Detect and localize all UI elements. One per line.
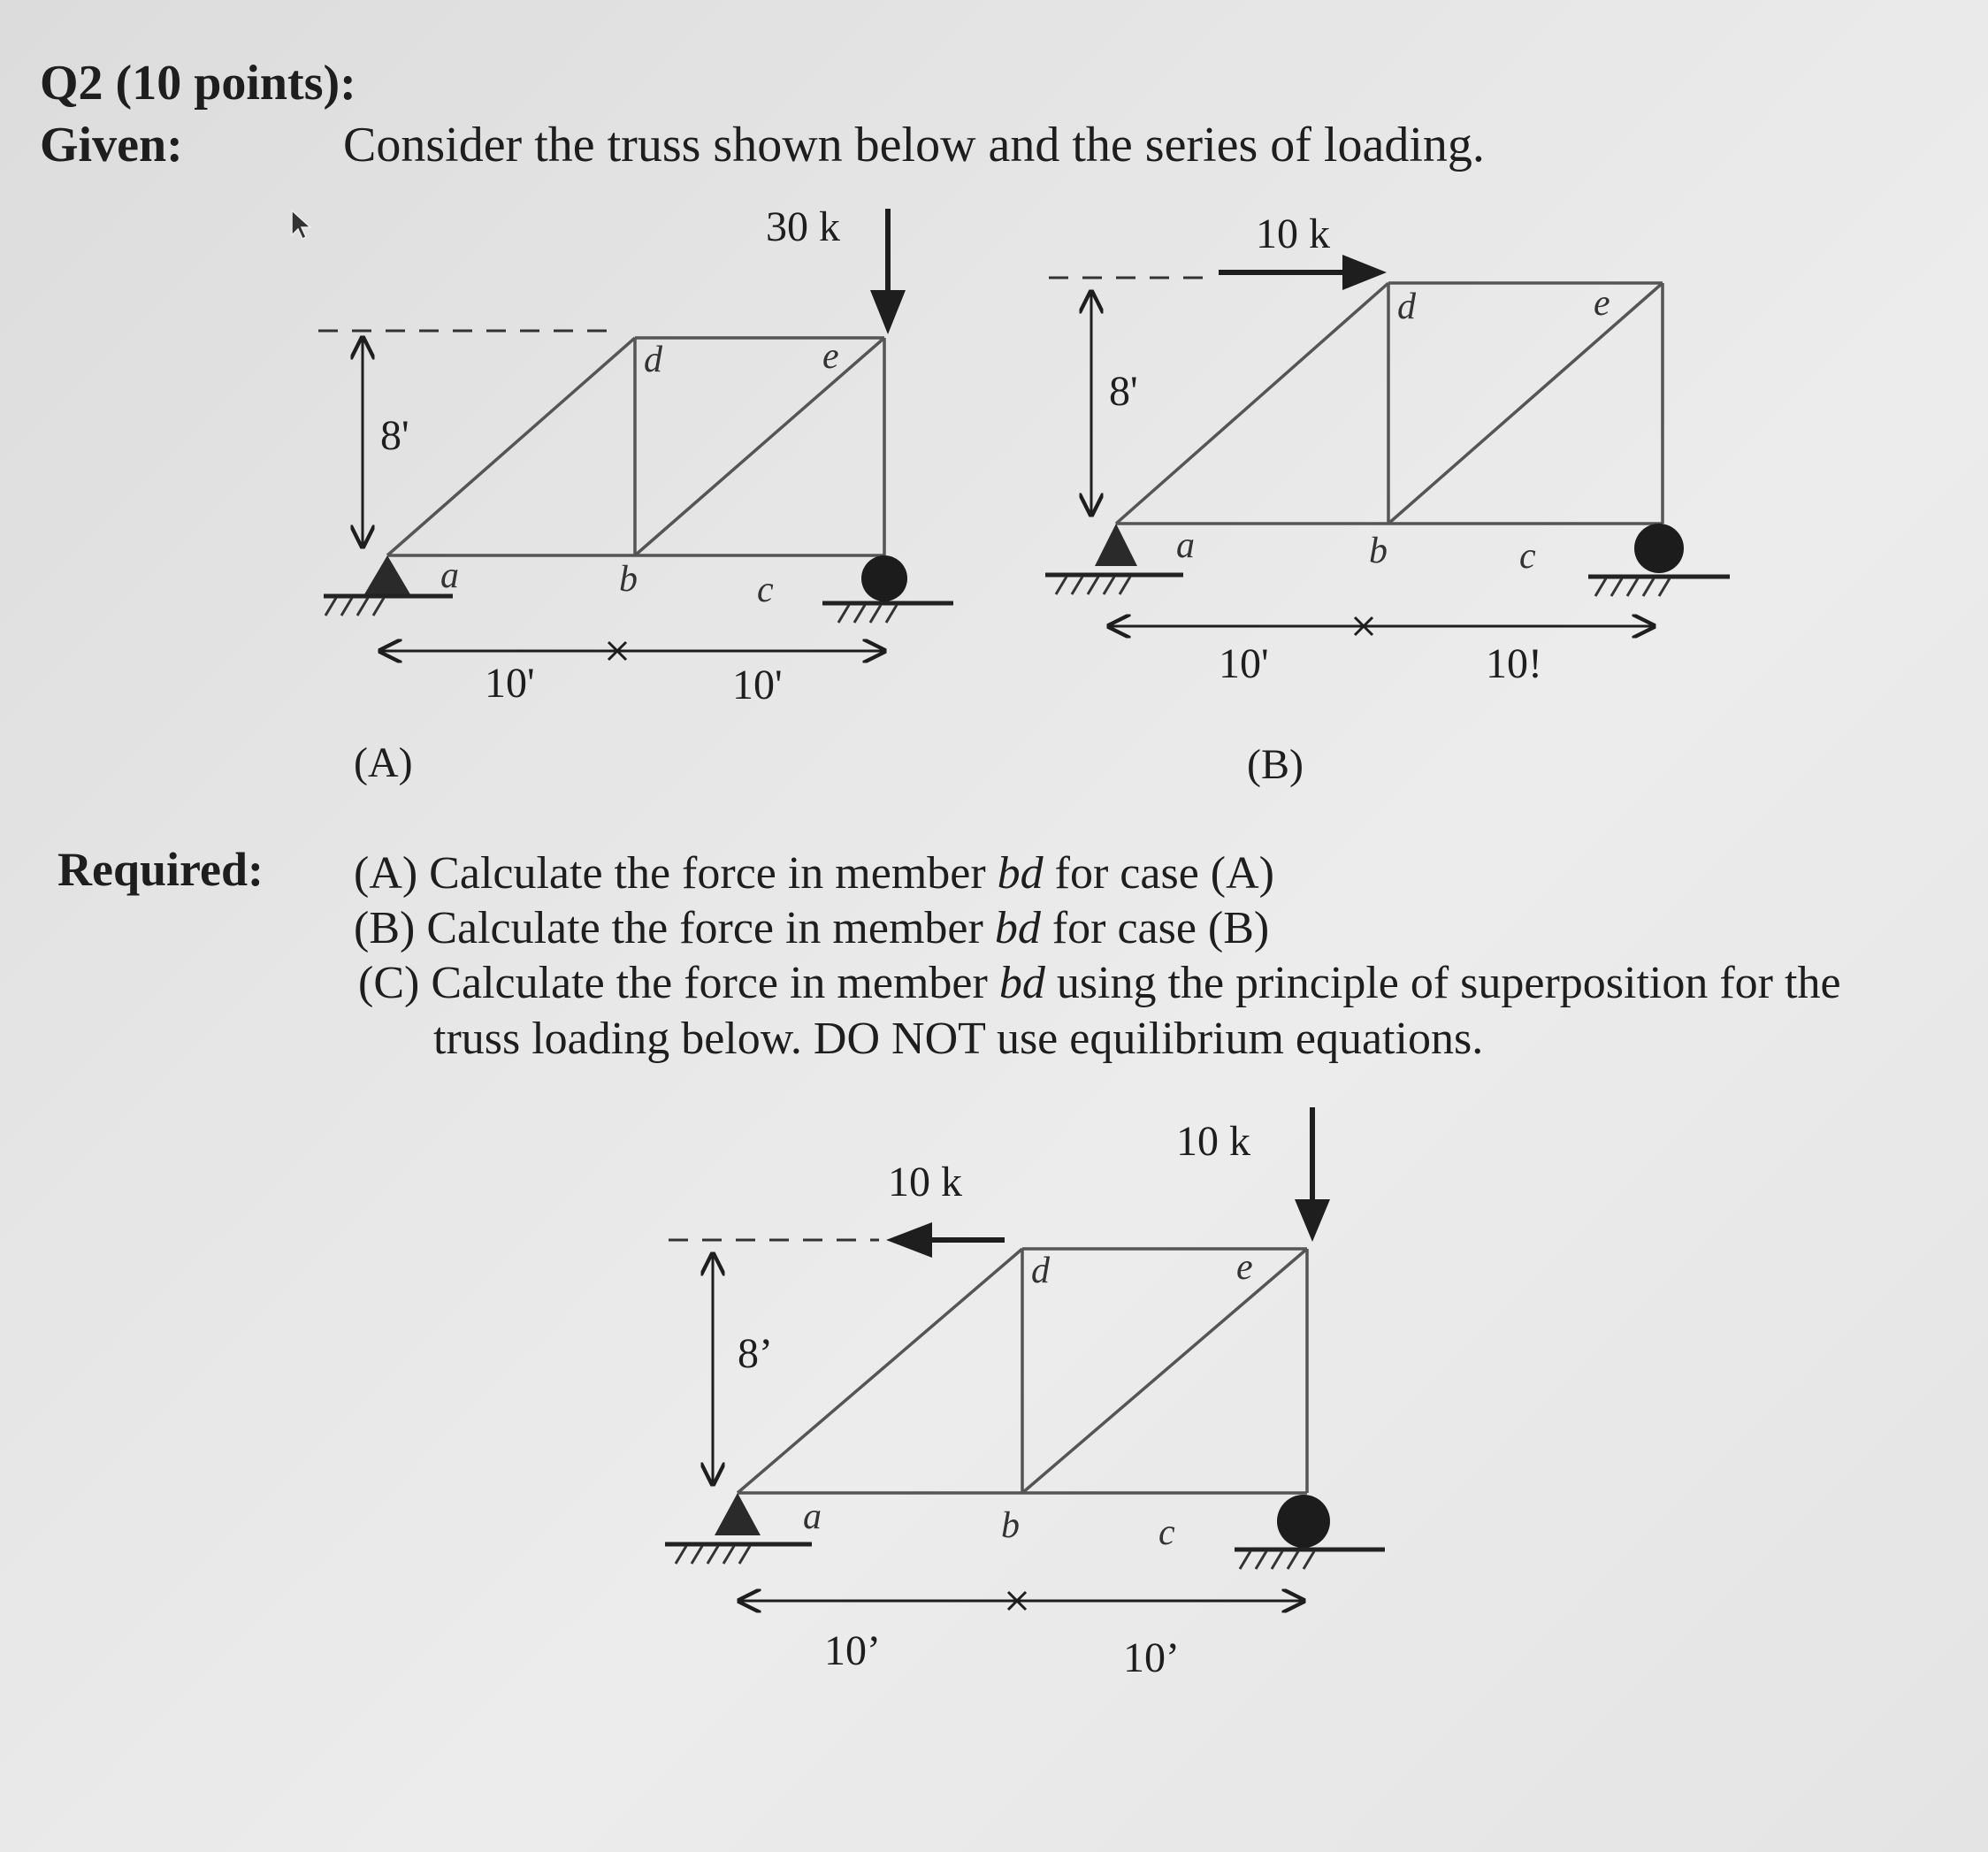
node-label-a: a — [1176, 525, 1195, 566]
height-label-c: 8’ — [738, 1330, 773, 1377]
truss-figure-b — [1045, 210, 1730, 788]
roller-support-icon — [1277, 1495, 1330, 1548]
span-label-b-left: 10' — [1219, 640, 1269, 687]
load-label-a: 30 k — [766, 203, 840, 250]
node-label-c: c — [757, 570, 774, 610]
node-label-b: b — [619, 559, 638, 600]
required-item-c-continued: truss loading below. DO NOT use equilibrium equations. — [433, 1014, 1484, 1064]
node-label-a: a — [803, 1496, 822, 1537]
ground-hatch-b-left — [1056, 577, 1130, 594]
load-label-c-horizontal: 10 k — [888, 1159, 962, 1205]
arrow-down-icon — [1295, 1199, 1330, 1242]
arrow-left-icon — [886, 1222, 932, 1258]
node-label-b: b — [1001, 1505, 1020, 1546]
figure-caption-a: (A) — [354, 739, 413, 786]
node-label-e: e — [1594, 283, 1610, 324]
node-label-e: e — [822, 336, 839, 377]
node-label-a: a — [440, 555, 459, 596]
figure-caption-b: (B) — [1247, 741, 1304, 788]
node-label-d: d — [1031, 1251, 1050, 1291]
truss-figure-c — [665, 1107, 1385, 1681]
height-label-b: 8' — [1109, 368, 1138, 415]
span-label-c-right: 10’ — [1123, 1634, 1180, 1681]
truss-members-b — [1116, 283, 1663, 524]
span-label-b-right: 10! — [1486, 640, 1542, 687]
given-label: Given: — [40, 118, 183, 172]
span-label-a-right: 10' — [732, 662, 783, 708]
question-title: Q2 (10 points): — [40, 56, 356, 111]
node-label-b: b — [1369, 531, 1388, 571]
arrow-right-icon — [1342, 255, 1387, 290]
pin-support-icon — [715, 1493, 761, 1535]
ground-hatch-c-right — [1240, 1551, 1314, 1569]
required-item-b: (B) Calculate the force in member bd for case (B) — [354, 903, 1270, 953]
pin-support-icon — [364, 555, 410, 594]
required-item-c: (C) Calculate the force in member bd using the principle of superposition for the — [358, 958, 1841, 1008]
given-text: Consider the truss shown below and the series of loading. — [343, 118, 1485, 172]
node-label-d: d — [644, 340, 662, 380]
load-label-b: 10 k — [1256, 210, 1330, 257]
load-label-c-vertical: 10 k — [1176, 1118, 1250, 1165]
roller-support-icon — [1634, 524, 1684, 573]
height-label-a: 8' — [380, 412, 409, 459]
arrow-down-icon — [870, 290, 906, 334]
truss-figure-a — [318, 203, 953, 786]
node-label-e: e — [1236, 1247, 1253, 1288]
roller-support-icon — [861, 555, 907, 601]
node-label-c: c — [1519, 536, 1536, 577]
pin-support-icon — [1095, 524, 1137, 566]
span-label-c-left: 10’ — [824, 1627, 881, 1674]
truss-members-a — [387, 338, 884, 555]
required-item-a: (A) Calculate the force in member bd for case (A) — [354, 848, 1274, 899]
ground-hatch-a-right — [838, 605, 897, 623]
node-label-c: c — [1158, 1512, 1175, 1553]
ground-hatch-a-left — [325, 598, 384, 616]
span-label-a-left: 10' — [485, 660, 535, 707]
required-label: Required: — [57, 843, 264, 896]
truss-members-c — [738, 1249, 1307, 1493]
ground-hatch-c-left — [676, 1546, 750, 1564]
ground-hatch-b-right — [1595, 578, 1670, 596]
node-label-d: d — [1397, 287, 1416, 327]
